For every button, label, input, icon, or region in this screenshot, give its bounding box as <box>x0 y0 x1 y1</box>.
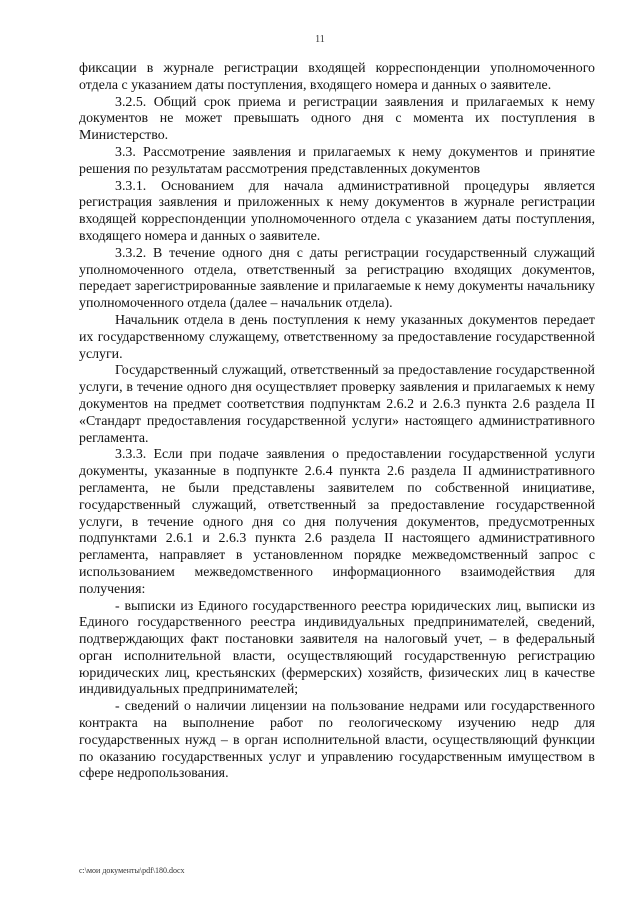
paragraph: фиксации в журнале регистрации входящей корреспонденции уполномоченного отдела с указанием даты поступления, входящего номера и данных о заявителе. <box>79 61 595 93</box>
paragraph: 3.3.1. Основанием для начала административной процедуры является регистрация заявления и приложенных к нему документов в журнале регистрации входящей корреспонденции уполномоченного отдела с указанием даты поступления, входящего номера и данных о заявителе. <box>79 178 595 244</box>
paragraph: 3.2.5. Общий срок приема и регистрации заявления и прилагаемых к нему документов не может превышать одного дня с момента их поступления в Министерство. <box>79 94 595 144</box>
section-heading: 3.3. Рассмотрение заявления и прилагаемых к нему документов и принятие решения по результатам рассмотрения представленных документов <box>79 144 595 177</box>
list-item: - выписки из Единого государственного реестра юридических лиц, выписки из Единого государственного реестра индивидуальных предпринимателей, сведений, подтверждающих факт постановки заявителя на налоговый учет, – в федеральный орган исполнительной власти, осуществляющий государственную регистрацию юридических лиц, крестьянских (фермерских) хозяйств, физических лиц в качестве индивидуальных предпринимателей; <box>79 598 595 698</box>
document-body <box>79 61 595 783</box>
page-number: 11 <box>315 34 325 45</box>
paragraph: Начальник отдела в день поступления к нему указанных документов передает их государственному служащему, ответственному за предоставление государственной услуги. <box>79 312 595 362</box>
paragraph: 3.3.3. Если при подаче заявления о предоставлении государственной услуги документы, указанные в подпункте 2.6.4 пункта 2.6 раздела II административного регламента, не были представлены заявителем по собственной инициативе, государственный служащий, ответственный за предоставление государственной услуги, в течение одного дня со дня получения документов, предусмотренных подпунктами 2.6.1 и 2.6.3 пункта 2.6 раздела II настоящего административного регламента, направляет в установленном порядке межведомственный запрос с использованием межведомственного информационного взаимодействия для получения: <box>79 447 595 597</box>
list-item: - сведений о наличии лицензии на пользование недрами или государственного контракта на выполнение работ по геологическому изучению недр для государственных нужд – в орган исполнительной власти, осуществляющий функции по оказанию государственных услуг и управлению государственным имуществом в сфере недропользования. <box>79 699 595 782</box>
paragraph: 3.3.2. В течение одного дня с даты регистрации государственный служащий уполномоченного отдела, ответственный за регистрацию входящих документов, передает зарегистрированные заявление и прилагаемые к нему документы начальнику уполномоченного отдела (далее – начальник отдела). <box>79 245 595 312</box>
footer-file-path: c:\мои документы\pdf\180.docx <box>79 866 185 875</box>
paragraph: Государственный служащий, ответственный за предоставление государственной услуги, в течение одного дня осуществляет проверку заявления и прилагаемых к нему документов на предмет соответствия подпунктам 2.6.2 и 2.6.3 пункта 2.6 раздела II «Стандарт предоставления государственной услуги» настоящего административного регламента. <box>79 363 595 446</box>
